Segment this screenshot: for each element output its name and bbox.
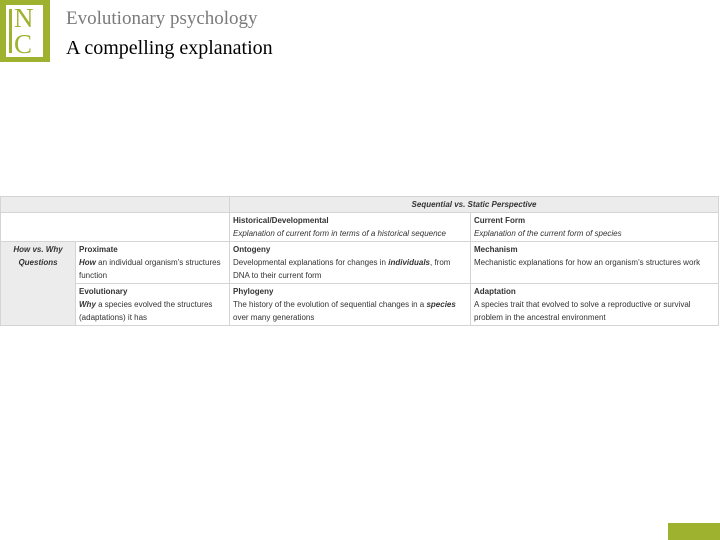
row-proximate-em: How bbox=[79, 258, 96, 267]
row-proximate-desc: an individual organism's structures function bbox=[79, 258, 221, 280]
table-row bbox=[1, 242, 719, 284]
row-evolutionary-title: Evolutionary bbox=[79, 287, 128, 296]
row-proximate-title: Proximate bbox=[79, 245, 118, 254]
ontogeny-text-pre: Developmental explanations for changes in bbox=[233, 258, 389, 267]
row-evolutionary-desc: a species evolved the structures (adaptations) it has bbox=[79, 300, 213, 322]
phylogeny-text-em: species bbox=[426, 300, 456, 309]
col-historical-header bbox=[230, 213, 471, 242]
logo-letter-n: N bbox=[14, 3, 34, 33]
ontogeny-text-post: , from DNA to their current form bbox=[233, 258, 451, 280]
row-proximate-header bbox=[76, 242, 230, 284]
col-current-header bbox=[471, 213, 719, 242]
ontogeny-title: Ontogeny bbox=[233, 245, 271, 254]
row-evolutionary-em: Why bbox=[79, 300, 96, 309]
col-current-title: Current Form bbox=[474, 216, 526, 225]
row-evolutionary-header bbox=[76, 284, 230, 326]
perspective-table bbox=[0, 196, 719, 326]
section-header: Sequential vs. Static Perspective bbox=[230, 197, 719, 213]
mechanism-title: Mechanism bbox=[474, 245, 518, 254]
col-historical-desc: Explanation of current form in terms of a historical sequence bbox=[233, 229, 446, 238]
page-title: Evolutionary psychology bbox=[66, 8, 258, 29]
logo-panel bbox=[6, 5, 43, 57]
table-corner-cell bbox=[1, 197, 230, 213]
ontogeny-text-em: individuals bbox=[388, 258, 431, 267]
cell-ontogeny bbox=[230, 242, 471, 284]
logo-letter-c: C bbox=[14, 29, 33, 59]
adaptation-text: A species trait that evolved to solve a reproductive or survival problem in the ancestral environment bbox=[474, 300, 691, 322]
adaptation-title: Adaptation bbox=[474, 287, 516, 296]
logo-bar bbox=[9, 9, 12, 53]
table-row bbox=[1, 197, 719, 213]
phylogeny-text-pre: The history of the evolution of sequential changes in a bbox=[233, 300, 427, 309]
institution-logo bbox=[0, 0, 50, 62]
cell-mechanism bbox=[471, 242, 719, 284]
table-row bbox=[1, 213, 719, 242]
corner-accent-bar bbox=[668, 523, 720, 540]
page-subtitle: A compelling explanation bbox=[66, 37, 273, 59]
row-group-header: How vs. Why Questions bbox=[1, 242, 76, 326]
phylogeny-text-post: over many generations bbox=[233, 313, 315, 322]
col-current-desc: Explanation of the current form of species bbox=[474, 229, 622, 238]
phylogeny-title: Phylogeny bbox=[233, 287, 274, 296]
cell-adaptation bbox=[471, 284, 719, 326]
table-blank-cell bbox=[1, 213, 230, 242]
mechanism-text: Mechanistic explanations for how an organism's structures work bbox=[474, 258, 701, 267]
table-row bbox=[1, 284, 719, 326]
col-historical-title: Historical/Developmental bbox=[233, 216, 329, 225]
cell-phylogeny bbox=[230, 284, 471, 326]
